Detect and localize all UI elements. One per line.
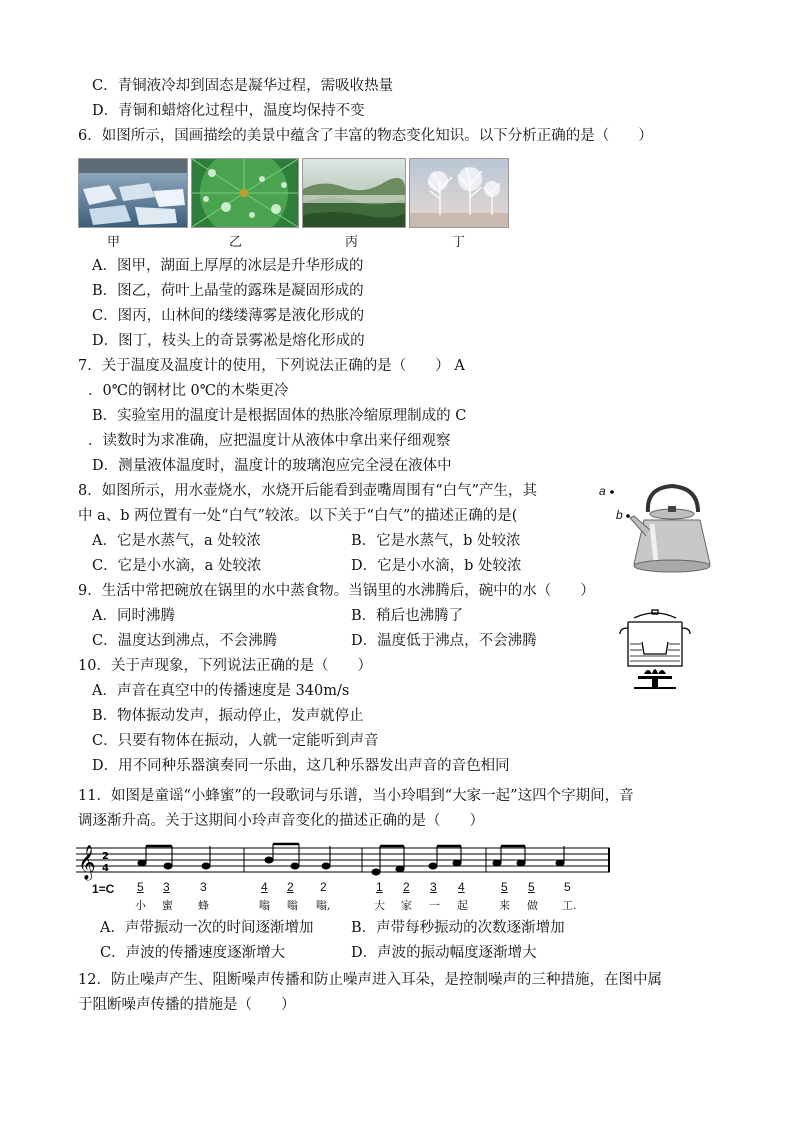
q11-option-d: D．声波的振动幅度逐渐增大 bbox=[351, 945, 537, 961]
q11-stem-2: 调逐渐升高。关于这期间小玲声音变化的描述正确的是（ ） bbox=[78, 813, 484, 829]
jianpu-num: 3 bbox=[430, 880, 437, 894]
q7-option-d: D．测量液体温度时，温度计的玻璃泡应完全浸在液体中 bbox=[92, 458, 452, 474]
q9-stem: 9．生活中常把碗放在锅里的水中蒸食物。当锅里的水沸腾后，碗中的水（ ） bbox=[78, 583, 595, 599]
kettle-label-b: b bbox=[616, 508, 623, 522]
q8-option-d: D．它是小水滴，b 处较浓 bbox=[351, 558, 522, 574]
q7-line-2: ．0℃的钢材比 0℃的木柴更冷 bbox=[88, 383, 289, 399]
q6-photo-forest-mist bbox=[302, 158, 406, 228]
jianpu-num: 5 bbox=[528, 880, 535, 894]
q5-option-d: D．青铜和蜡熔化过程中，温度均保持不变 bbox=[92, 103, 365, 119]
q11-option-b: B．声带每秒振动的次数逐渐增加 bbox=[351, 920, 565, 936]
steamer-pot-figure bbox=[614, 608, 696, 690]
q6-option-a: A．图甲，湖面上厚厚的冰层是升华形成的 bbox=[92, 258, 364, 274]
q6-photo-lotus-dew bbox=[191, 158, 299, 228]
q10-stem: 10．关于声现象，下列说法正确的是（ ） bbox=[78, 658, 372, 674]
q11-option-c: C．声波的传播速度逐渐增大 bbox=[100, 945, 286, 961]
q10-option-a: A．声音在真空中的传播速度是 340m/s bbox=[92, 683, 350, 699]
q7-stem: 7．关于温度及温度计的使用，下列说法正确的是（ ） A bbox=[78, 358, 465, 374]
q10-option-c: C．只要有物体在振动，人就一定能听到声音 bbox=[92, 733, 379, 749]
q6-caption-ding: 丁 bbox=[452, 235, 466, 250]
lyric-char: 家 bbox=[401, 899, 412, 912]
jianpu-num: 2 bbox=[287, 880, 294, 894]
q12-stem-1: 12．防止噪声产生、阻断噪声传播和防止噪声进入耳朵，是控制噪声的三种措施，在图中属 bbox=[78, 972, 662, 988]
q8-option-b: B．它是水蒸气，b 处较浓 bbox=[351, 533, 521, 549]
jianpu-num: 4 bbox=[458, 880, 465, 894]
lyric-char: 工. bbox=[562, 899, 577, 912]
lyric-char: 大 bbox=[374, 899, 385, 912]
jianpu-num: 5 bbox=[564, 880, 571, 894]
q9-option-b: B．稍后也沸腾了 bbox=[351, 608, 464, 624]
jianpu-num: 3 bbox=[163, 880, 170, 894]
kettle-label-a: a bbox=[599, 484, 606, 498]
jianpu-num: 2 bbox=[320, 880, 327, 894]
jianpu-num: 5 bbox=[137, 880, 144, 894]
jianpu-num: 4 bbox=[261, 880, 268, 894]
time-sig-bottom: 4 bbox=[102, 863, 109, 874]
jianpu-num: 1 bbox=[376, 880, 383, 894]
q6-option-b: B．图乙，荷叶上晶莹的露珠是凝固形成的 bbox=[92, 283, 364, 299]
jianpu-num: 2 bbox=[403, 880, 410, 894]
q5-option-c: C．青铜液冷却到固态是凝华过程，需吸收热量 bbox=[92, 78, 394, 94]
q8-option-a: A．它是水蒸气，a 处较浓 bbox=[92, 533, 261, 549]
lyric-char: 做 bbox=[527, 899, 538, 912]
q6-caption-jia: 甲 bbox=[107, 235, 121, 250]
jianpu-num: 3 bbox=[200, 880, 207, 894]
q6-option-d: D．图丁，枝头上的奇景雾凇是熔化形成的 bbox=[92, 333, 365, 349]
q10-option-d: D．用不同种乐器演奏同一乐曲，这几种乐器发出声音的音色相同 bbox=[92, 758, 510, 774]
lyric-char: 嗡 bbox=[287, 899, 298, 912]
lyric-char: 起 bbox=[457, 899, 468, 912]
q6-caption-bing: 丙 bbox=[345, 235, 359, 250]
q7-line-4: ．读数时为求准确，应把温度计从液体中拿出来仔细观察 bbox=[88, 433, 451, 449]
q6-caption-yi: 乙 bbox=[229, 235, 243, 250]
treble-clef-icon: 𝄞 bbox=[78, 845, 96, 880]
kettle-figure bbox=[606, 478, 716, 578]
time-sig-top: 2 bbox=[102, 851, 109, 862]
jianpu-num: 5 bbox=[501, 880, 508, 894]
q12-stem-2: 于阻断噪声传播的措施是（ ） bbox=[78, 997, 296, 1013]
jianpu-key: 1=C bbox=[92, 882, 115, 896]
q9-option-d: D．温度低于沸点，不会沸腾 bbox=[351, 633, 537, 649]
lyric-char: 来 bbox=[499, 899, 510, 912]
q8-stem-2: 中 a、b 两位置有一处“白气”较浓。以下关于“白气”的描述正确的是( bbox=[78, 508, 518, 524]
q6-option-c: C．图丙，山林间的缕缕薄雾是液化形成的 bbox=[92, 308, 365, 324]
q11-option-a: A．声带振动一次的时间逐渐增加 bbox=[100, 920, 314, 936]
q10-option-b: B．物体振动发声，振动停止，发声就停止 bbox=[92, 708, 364, 724]
lyric-char: 嗡, bbox=[316, 899, 331, 912]
q9-option-c: C．温度达到沸点，不会沸腾 bbox=[92, 633, 278, 649]
q11-stem-1: 11．如图是童谣“小蜂蜜”的一段歌词与乐谱，当小玲唱到“大家一起”这四个字期间，音 bbox=[78, 788, 634, 804]
q9-option-a: A．同时沸腾 bbox=[92, 608, 175, 624]
q8-option-c: C．它是小水滴，a 处较浓 bbox=[92, 558, 262, 574]
lyric-char: 蜜 bbox=[162, 899, 173, 912]
q6-photo-rime-trees bbox=[409, 158, 509, 228]
q6-stem: 6．如图所示，国画描绘的美景中蕴含了丰富的物态变化知识。以下分析正确的是（ ） bbox=[78, 128, 653, 144]
q7-option-b: B．实验室用的温度计是根据固体的热胀冷缩原理制成的 C bbox=[92, 408, 467, 424]
lyric-char: 嗡 bbox=[259, 899, 270, 912]
lyric-char: 小 bbox=[135, 899, 146, 912]
lyric-char: 蜂 bbox=[198, 899, 209, 912]
lyric-char: 一 bbox=[429, 899, 440, 912]
music-staff bbox=[76, 842, 616, 882]
q6-photo-ice-lake bbox=[78, 158, 188, 228]
q8-stem-1: 8．如图所示，用水壶烧水，水烧开后能看到壶嘴周围有“白气”产生，其 bbox=[78, 483, 538, 499]
